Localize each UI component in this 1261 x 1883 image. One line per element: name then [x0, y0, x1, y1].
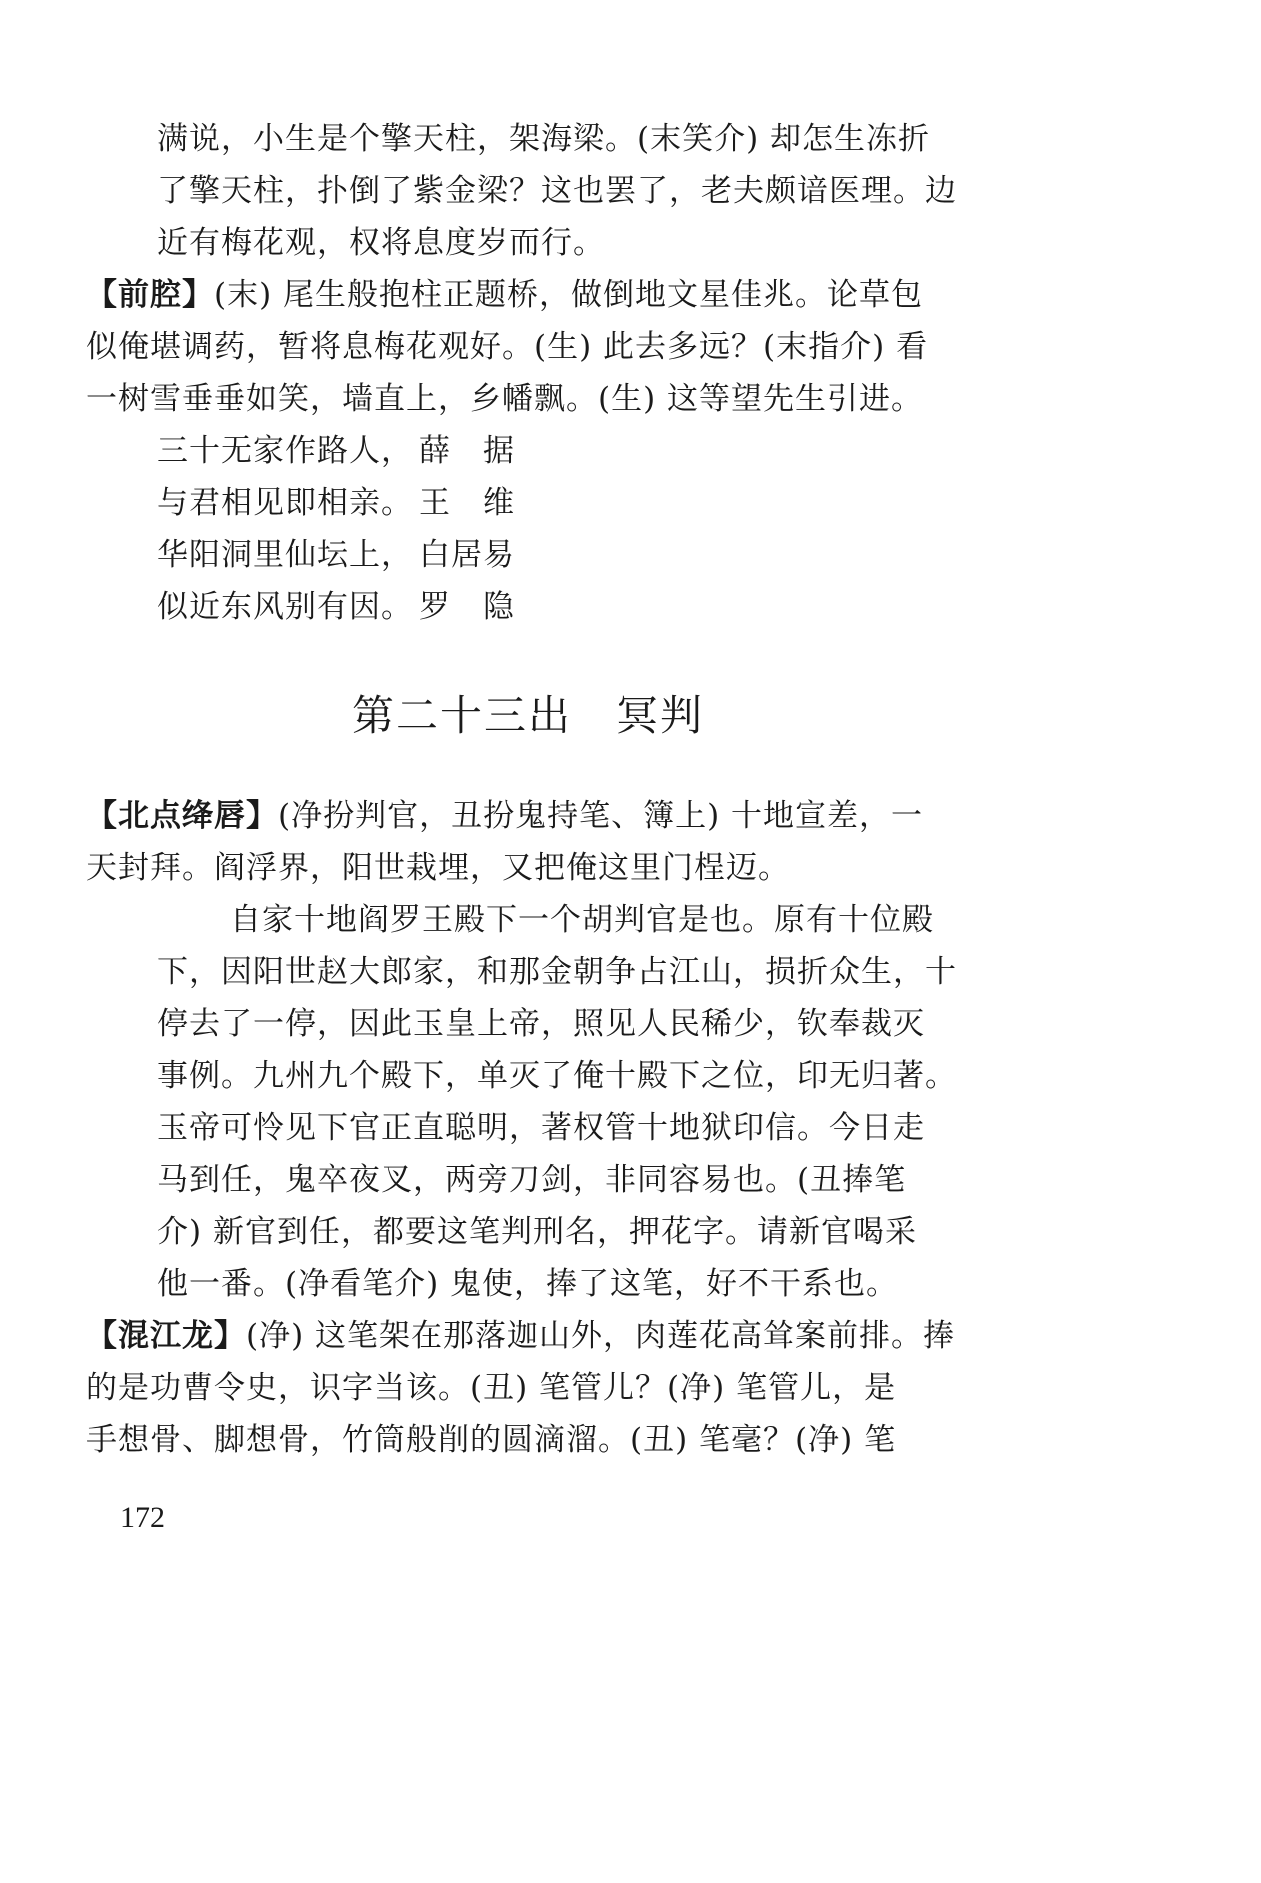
text-line: 似俺堪调药，暂将息梅花观好。(生) 此去多远？(末指介) 看 [86, 329, 929, 365]
text-line: 玉帝可怜见下官正直聪明，著权管十地狱印信。今日走 [157, 1110, 925, 1146]
text-line: 他一番。(净看笔介) 鬼使，捧了这笔，好不干系也。 [157, 1266, 899, 1302]
poem-line: 与君相见即相亲。 王 维 [157, 485, 515, 521]
poem-author: 白居易 [419, 537, 515, 573]
poem-line: 三十无家作路人， 薛 据 [157, 433, 515, 469]
page-number: 172 [120, 1501, 165, 1534]
tune-label: 【混江龙】 [86, 1318, 246, 1354]
text-line: 介) 新官到任，都要这笔判刑名，押花字。请新官喝采 [157, 1214, 917, 1250]
poem-author: 王 维 [419, 485, 515, 521]
text-line: 马到任，鬼卒夜叉，两旁刀剑，非同容易也。(丑捧笔 [157, 1162, 907, 1198]
scene-title: 第二十三出 冥判 [351, 691, 704, 740]
text-line: 天封拜。阎浮界，阳世栽埋，又把俺这里门桯迈。 [86, 850, 790, 886]
text-line: 【混江龙】(净) 这笔架在那落迦山外，肉莲花高耸案前排。捧 [86, 1318, 956, 1354]
text-line: 下，因阳世赵大郎家，和那金朝争占江山，损折众生，十 [157, 954, 957, 990]
text-line: 的是功曹令史，识字当该。(丑) 笔管儿？(净) 笔管儿，是 [86, 1370, 897, 1406]
tune-label: 【北点绛唇】 [86, 798, 278, 834]
text-line: 【北点绛唇】(净扮判官，丑扮鬼持笔、簿上) 十地宣差，一 [86, 798, 924, 834]
text-line: 手想骨、脚想骨，竹筒般削的圆滴溜。(丑) 笔毫？(净) 笔 [86, 1422, 897, 1458]
text-line: 停去了一停，因此玉皇上帝，照见人民稀少，钦奉裁灭 [157, 1006, 925, 1042]
text-line: 事例。九州九个殿下，单灭了俺十殿下之位，印无归著。 [157, 1058, 957, 1094]
text-line: 自家十地阎罗王殿下一个胡判官是也。原有十位殿 [230, 902, 934, 938]
poem-author: 罗 隐 [419, 589, 515, 625]
tune-label: 【前腔】 [86, 277, 214, 313]
text-line: 【前腔】(末) 尾生般抱柱正题桥，做倒地文星佳兆。论草包 [86, 277, 924, 313]
poem-line: 似近东风别有因。 罗 隐 [157, 589, 515, 625]
text-line: 近有梅花观，权将息度岁而行。 [157, 225, 605, 261]
text-line: 一树雪垂垂如笑，墙直上，乡幡飘。(生) 这等望先生引进。 [86, 381, 924, 417]
poem-author: 薛 据 [419, 433, 515, 469]
text-line: 了擎天柱，扑倒了紫金梁？这也罢了，老夫颇谙医理。边 [157, 173, 957, 209]
text-line: 满说，小生是个擎天柱，架海梁。(末笑介) 却怎生冻折 [157, 121, 931, 157]
poem-line: 华阳洞里仙坛上， 白居易 [157, 537, 515, 573]
